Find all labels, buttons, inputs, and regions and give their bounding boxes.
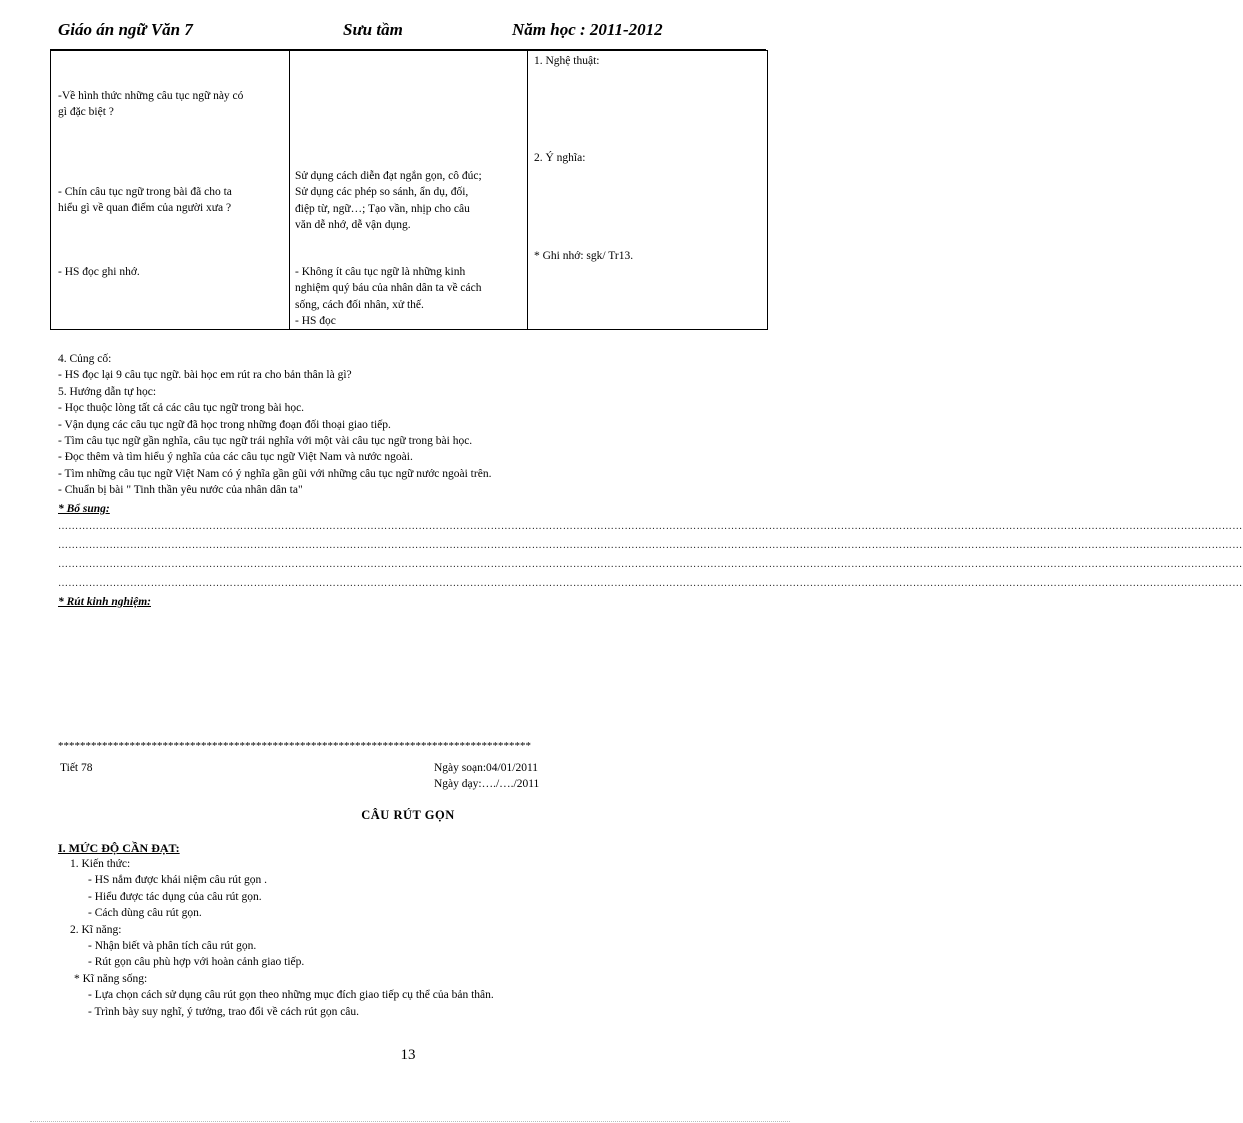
- dotted-line: …………………………………………………………………………………………………………………………………………………………………………………………………………………………………………………………………………………………………………………: [58, 578, 1243, 589]
- content-meaning-heading: 2. Ý nghĩa:: [534, 152, 586, 164]
- list-item: - Tìm câu tục ngữ gần nghĩa, câu tục ngữ trái nghĩa với một vài câu tục ngữ trong bài học.: [58, 435, 473, 448]
- list-item: - Nhận biết và phân tích câu rút gọn.: [88, 940, 257, 953]
- list-item: - Rút gọn câu phù hợp với hoàn cảnh giao tiếp.: [88, 956, 305, 969]
- answer-form: Sử dụng cách diễn đạt ngắn gọn, cô đúc; Sử dụng các phép so sánh, ẩn dụ, đối, điệp từ, ngữ…; Tạo vần, nhịp cho câu văn dễ nhớ, dễ vận dụng.: [295, 170, 482, 232]
- content-notes: * Ghi nhớ: sgk/ Tr13.: [534, 250, 634, 262]
- list-item: - Học thuộc lòng tất cả các câu tục ngữ trong bài học.: [58, 402, 305, 415]
- lesson-period: Tiết 78: [60, 762, 93, 774]
- header-subject: Giáo án ngữ Văn 7: [58, 20, 193, 39]
- date-prepared: Ngày soạn:04/01/2011: [434, 762, 539, 774]
- lesson-title: CÂU RÚT GỌN: [361, 808, 455, 822]
- dotted-line: …………………………………………………………………………………………………………………………………………………………………………………………………………………………………………………………………………………………………………………: [58, 540, 1243, 551]
- consolidation-section: [58, 351, 491, 499]
- star-separator: **************************************************************************************: [58, 740, 531, 752]
- student-answers-cell: [290, 51, 528, 330]
- objectives-list: [58, 856, 494, 1020]
- list-item: - Hiểu được tác dụng của câu rút gọn.: [88, 890, 262, 903]
- header-source: Sưu tầm: [343, 20, 403, 39]
- supplement-label: * Bổ sung:: [58, 503, 110, 515]
- list-item: 2. Kĩ năng:: [70, 923, 122, 936]
- list-item: - HS nắm được khái niệm câu rút gọn .: [88, 874, 268, 887]
- question-read-notes: - HS đọc ghi nhớ.: [58, 266, 140, 278]
- list-item: - Tìm những câu tục ngữ Việt Nam có ý nghĩa gần gũi với những câu tục ngữ nước ngoài trên.: [58, 467, 492, 480]
- list-item: * Kĩ năng sống:: [74, 972, 148, 985]
- dotted-line: …………………………………………………………………………………………………………………………………………………………………………………………………………………………………………………………………………………………………………………: [58, 559, 1243, 570]
- experience-label: * Rút kinh nghiệm:: [58, 596, 151, 608]
- objectives-heading: I. MỨC ĐỘ CẦN ĐẠT:: [58, 841, 180, 855]
- teacher-questions-cell: [51, 51, 290, 330]
- list-item: - Cách dùng câu rút gọn.: [88, 907, 202, 920]
- lesson-table: [50, 50, 768, 330]
- list-item: - Chuẩn bị bài " Tinh thần yêu nước của nhân dân ta": [58, 484, 303, 497]
- page-number: 13: [400, 1047, 416, 1063]
- content-cell: [528, 51, 768, 330]
- question-viewpoint: - Chín câu tục ngữ trong bài đã cho ta hiểu gì về quan điểm của người xưa ?: [58, 186, 232, 215]
- list-item: - HS đọc lại 9 câu tục ngữ. bài học em rút ra cho bản thân là gì?: [58, 369, 352, 382]
- list-item: - Trình bày suy nghĩ, ý tưởng, trao đổi về cách rút gọn câu.: [88, 1005, 360, 1018]
- list-item: - Lựa chọn cách sử dụng câu rút gọn theo những mục đích giao tiếp cụ thể của bản thân.: [88, 989, 494, 1002]
- consolidation-heading: 4. Củng cố:: [58, 353, 112, 365]
- list-item: - Vận dụng các câu tục ngữ đã học trong những đoạn đối thoại giao tiếp.: [58, 418, 391, 431]
- content-art-heading: 1. Nghệ thuật:: [534, 55, 600, 67]
- dotted-line: …………………………………………………………………………………………………………………………………………………………………………………………………………………………………………………………………………………………………………………: [58, 521, 1243, 532]
- header-school-year: Năm học : 2011-2012: [512, 20, 663, 39]
- page-bottom-rule: [30, 1121, 790, 1122]
- list-item: 1. Kiến thức:: [70, 858, 131, 870]
- homework-heading: 5. Hướng dẫn tự học:: [58, 385, 157, 398]
- question-form: -Về hình thức những câu tục ngữ này có gì đặc biệt ?: [58, 90, 244, 119]
- answer-viewpoint: - Không ít câu tục ngữ là những kinh nghiệm quý báu của nhân dân ta về cách sống, cách đối nhân, xử thế. - HS đọc: [295, 266, 482, 328]
- date-taught: Ngày dạy:…./…./2011: [434, 778, 540, 790]
- list-item: - Đọc thêm và tìm hiểu ý nghĩa của các câu tục ngữ Việt Nam và nước ngoài.: [58, 451, 413, 464]
